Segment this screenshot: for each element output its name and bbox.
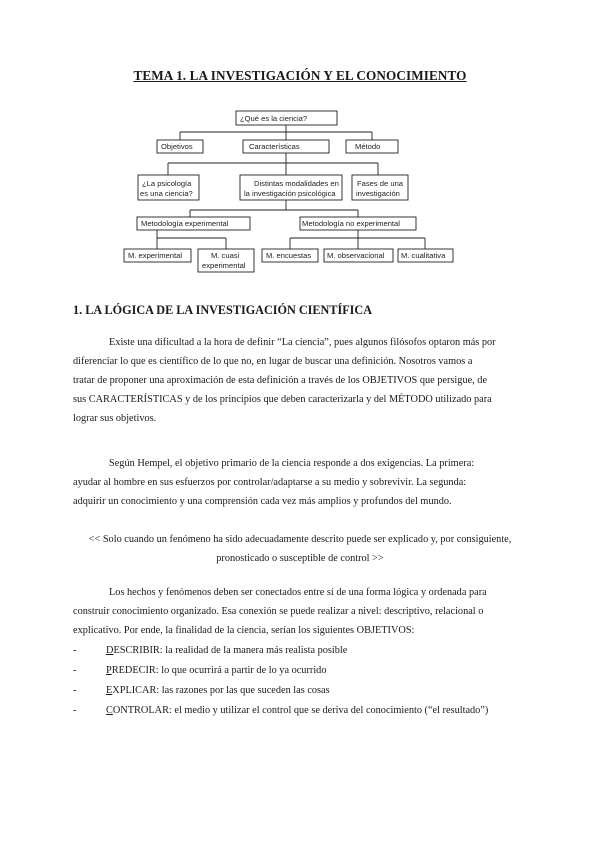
diagram-modalidades-label-2: la investigación psicológica [244,189,336,198]
quote-line: << Solo cuando un fenómeno ha sido adecuadamente descrito puede ser explicado y, por consiguiente, [88,534,512,545]
paragraph-1 [73,333,528,428]
paragraph-line: ayudar al hombre en sus esfuerzos por controlar/adaptarse a su medio y sobrevivir. La segunda: [73,477,467,488]
list-item: - CONTROLAR: el medio y utilizar el control que se deriva del conocimiento (“el resultado”) [73,705,489,716]
diagram-caracteristicas-label: Características [249,142,300,151]
diagram-m-encuestas-label: M. encuestas [266,251,312,260]
paragraph-3 [73,583,528,640]
diagram-m-cualitativa-label: M. cualitativa [401,251,446,260]
diagram-exp-label: Metodología experimental [141,219,229,228]
paragraph-line: Existe una dificultad a la hora de definir “La ciencia”, pues algunos filósofos optaron más por [109,337,496,348]
paragraph-2 [73,454,528,511]
diagram-modalidades-label-1: Distintas modalidades en [254,179,339,188]
diagram-fases-label-1: Fases de una [357,179,404,188]
quote-line: pronosticado o susceptible de control >> [216,553,384,564]
list-item: - PREDECIR: lo que ocurrirá a partir de lo ya ocurrido [73,665,327,676]
diagram-root-label: ¿Qué es la ciencia? [240,114,308,123]
diagram-m-experimental-label: M. experimental [128,251,183,260]
list-item: - EXPLICAR: las razones por las que suceden las cosas [73,685,330,696]
diagram-psicologia-label-2: es una ciencia? [140,189,193,198]
concept-diagram [0,0,600,290]
diagram-objetivos-label: Objetivos [161,142,193,151]
paragraph-line: sus CARACTERÍSTICAS y de los principios que deben caracterizarla y del MÉTODO utilizado para [73,394,492,405]
hempel-quote [70,530,530,568]
diagram-m-cuasi-label-1: M. cuasi [211,251,240,260]
paragraph-line: Según Hempel, el objetivo primario de la ciencia responde a dos exigencias. La primera: [109,458,475,469]
diagram-psicologia-label-1: ¿La psicología [142,179,192,188]
list-item: - DESCRIBIR: la realidad de la manera más realista posible [73,645,348,656]
diagram-fases-label-2: investigación [356,189,400,198]
paragraph-line: construir conocimiento organizado. Esa conexión se puede realizar a nivel: descriptivo, relacional o [73,606,484,617]
section-heading: 1. LA LÓGICA DE LA INVESTIGACIÓN CIENTÍFICA [73,303,372,317]
paragraph-line: explicativo. Por ende, la finalidad de la ciencia, serían los siguientes OBJETIVOS: [73,625,415,636]
paragraph-line: tratar de proponer una aproximación de esta definición a través de los OBJETIVOS que persigue, de [73,375,488,386]
paragraph-line: diferenciar lo que es científico de lo que no, en lugar de buscar una definición. Nosotros vamos a [73,356,473,367]
diagram-m-observacional-label: M. observacional [327,251,385,260]
page-title: TEMA 1. LA INVESTIGACIÓN Y EL CONOCIMIENTO [133,68,467,83]
objectives-list [73,641,488,721]
diagram-metodo-label: Método [355,142,381,151]
diagram-noexp-label: Metodología no experimental [302,219,400,228]
paragraph-line: adquirir un conocimiento y una comprensión cada vez más amplios y profundos del mundo. [73,496,452,507]
paragraph-line: lograr sus objetivos. [73,413,157,424]
paragraph-line: Los hechos y fenómenos deben ser conectados entre sí de una forma lógica y ordenada para [109,587,487,598]
diagram-m-cuasi-label-2: experimental [202,261,246,270]
